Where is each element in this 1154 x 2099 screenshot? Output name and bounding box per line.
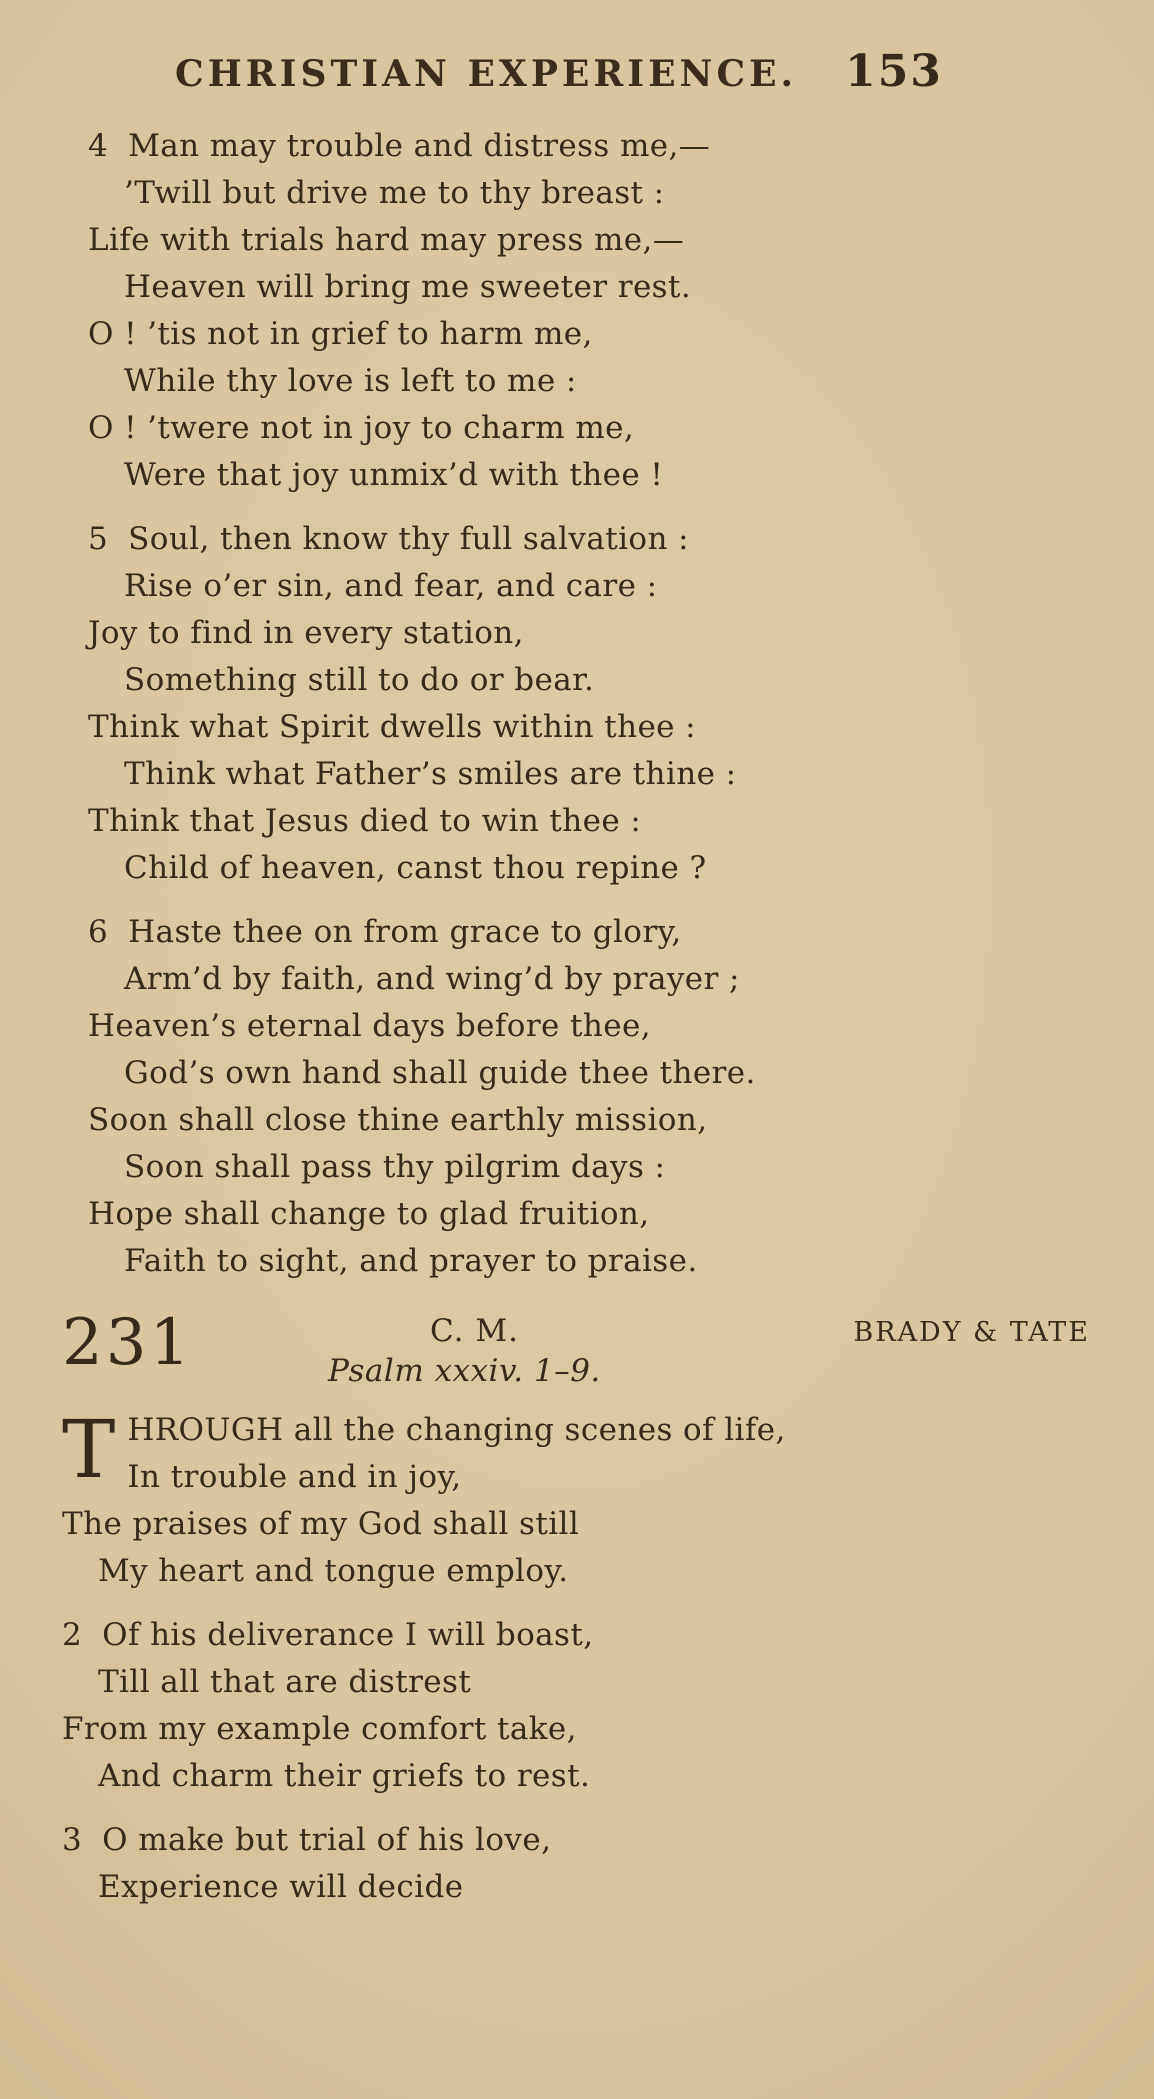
page-number: 153 (845, 46, 943, 97)
verse (62, 1403, 1096, 1595)
verse-line: Life with trials hard may press me,— (88, 222, 685, 258)
verse (88, 909, 1096, 1285)
verse (62, 1817, 1096, 1911)
verse-number: 2 (62, 1617, 83, 1653)
verse-line: HROUGH all the changing scenes of life, (127, 1412, 786, 1448)
drop-cap-letter: T (62, 1403, 116, 1496)
verse-line: Joy to find in every station, (88, 615, 524, 651)
verse-line: In trouble and in joy, (127, 1459, 462, 1495)
hymn-231-heading (62, 1306, 1096, 1389)
verse-number: 5 (88, 521, 109, 557)
hymn-author: BRADY & TATE (853, 1317, 1090, 1348)
hymn-scripture-reference: Psalm xxxiv. 1–9. (328, 1353, 601, 1389)
verse-line: 2 Of his deliverance I will boast, (62, 1612, 1096, 1659)
verse-line: Something still to do or bear. (124, 662, 595, 698)
hymn-meter: C. M. (430, 1313, 519, 1349)
verse-line: The praises of my God shall still (62, 1506, 580, 1542)
hymn-number: 231 (62, 1306, 194, 1380)
verse-line: 4 Man may trouble and distress me,— (88, 123, 1096, 170)
verse-line: O ! ’twere not in joy to charm me, (88, 410, 635, 446)
verse (88, 516, 1096, 892)
verse-line: 6 Haste thee on from grace to glory, (88, 909, 1096, 956)
verse-line: Rise o’er sin, and fear, and care : (124, 568, 658, 604)
verse-line: O ! ’tis not in grief to harm me, (88, 316, 593, 352)
verse-line: Think that Jesus died to win thee : (88, 803, 642, 839)
page-header (62, 46, 1056, 97)
hymn-230-continued-verses (88, 123, 1096, 1285)
verse-line: Heaven’s eternal days before thee, (88, 1008, 652, 1044)
verse-line: Think what Spirit dwells within thee : (88, 709, 697, 745)
verse-line: Think what Father’s smiles are thine : (124, 756, 737, 792)
verse-number: 6 (88, 914, 109, 950)
verse-line: ’Twill but drive me to thy breast : (124, 175, 665, 211)
verse-line: Soon shall close thine earthly mission, (88, 1102, 708, 1138)
verse-line: God’s own hand shall guide thee there. (124, 1055, 756, 1091)
verse-line: My heart and tongue employ. (98, 1553, 569, 1589)
verse-number: 4 (88, 128, 109, 164)
verse (62, 1612, 1096, 1800)
hymn-231-verses (62, 1403, 1096, 1911)
verse-line: 5 Soul, then know thy full salvation : (88, 516, 1096, 563)
hymn-heading-row-2 (212, 1353, 1096, 1389)
hymn-heading-details (212, 1311, 1096, 1389)
verse-line: Were that joy unmix’d with thee ! (124, 457, 664, 493)
verse-line: And charm their griefs to rest. (98, 1758, 591, 1794)
verse-line: 3 O make but trial of his love, (62, 1817, 1096, 1864)
hymn-heading-row-1 (212, 1313, 1096, 1349)
verse-line: Hope shall change to glad fruition, (88, 1196, 650, 1232)
running-title: CHRISTIAN EXPERIENCE. (175, 53, 798, 95)
verse-line: While thy love is left to me : (124, 363, 577, 399)
verse-line: Faith to sight, and prayer to praise. (124, 1243, 698, 1279)
verse-line: Till all that are distrest (98, 1664, 472, 1700)
verse-number: 3 (62, 1822, 83, 1858)
verse-line: From my example comfort take, (62, 1711, 577, 1747)
verse-line: Arm’d by faith, and wing’d by prayer ; (124, 961, 740, 997)
verse-line: Child of heaven, canst thou repine ? (124, 850, 707, 886)
verse-line: Soon shall pass thy pilgrim days : (124, 1149, 666, 1185)
verse (88, 123, 1096, 499)
verse-line: Heaven will bring me sweeter rest. (124, 269, 692, 305)
verse-line: Experience will decide (98, 1869, 464, 1905)
